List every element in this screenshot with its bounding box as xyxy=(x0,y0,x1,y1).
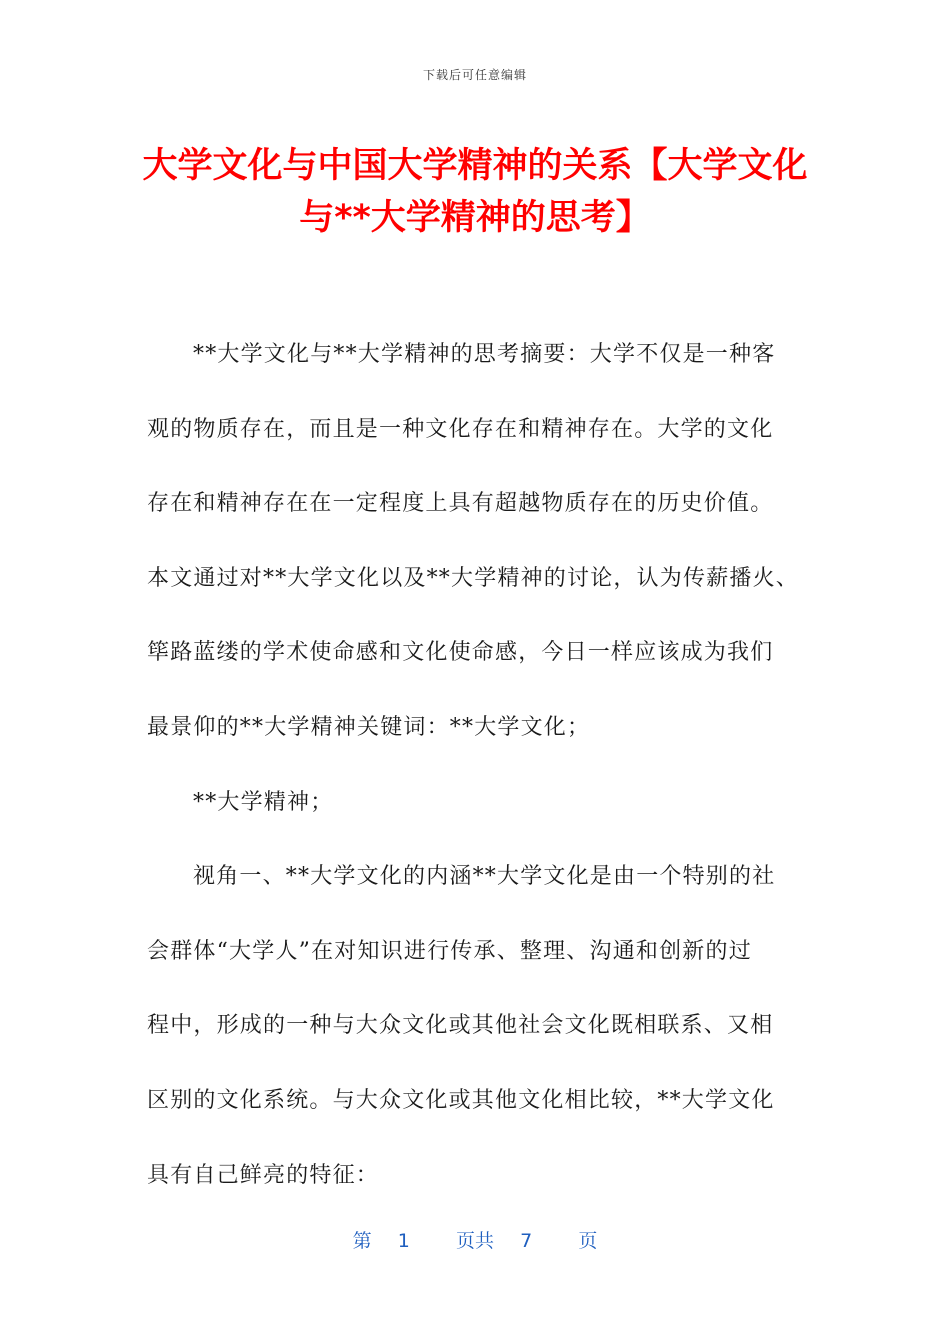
text-line: 程中，形成的一种与大众文化或其他社会文化既相联系、又相 xyxy=(147,1013,774,1039)
text-line: **大学精神； xyxy=(193,789,334,815)
text-line: 存在和精神存在在一定程度上具有超越物质存在的历史价值。 xyxy=(147,491,774,517)
footer-current-page: 1 xyxy=(397,1230,410,1252)
footer-total-pages: 7 xyxy=(520,1230,533,1252)
footer-label-end: 页 xyxy=(578,1230,598,1252)
footer-label-page: 第 xyxy=(352,1230,372,1252)
text-line: 本文通过对**大学文化以及**大学精神的讨论，认为传薪播火、 xyxy=(147,565,800,591)
text-line: 最景仰的**大学精神关键词：**大学文化； xyxy=(147,714,591,740)
document-title xyxy=(100,140,850,244)
text-line: **大学文化与**大学精神的思考摘要：大学不仅是一种客 xyxy=(193,342,776,367)
text-line: 筚路蓝缕的学术使命感和文化使命感，今日一样应该成为我们 xyxy=(147,640,774,666)
text-line: 视角一、**大学文化的内涵**大学文化是由一个特别的社 xyxy=(193,864,776,890)
paragraph-keywords xyxy=(147,766,813,841)
text-line: 会群体“大学人”在对知识进行传承、整理、沟通和创新的过 xyxy=(147,938,752,964)
text-line: 具有自己鲜亮的特征： xyxy=(147,1162,380,1188)
document-body xyxy=(147,318,813,1213)
paragraph-abstract xyxy=(147,318,813,766)
header-note: 下载后可任意编辑 xyxy=(422,68,527,82)
text-line: 区别的文化系统。与大众文化或其他文化相比较，**大学文化 xyxy=(147,1087,775,1113)
title-line-2: 与**大学精神的思考】 xyxy=(299,198,651,238)
title-line-1: 大学文化与中国大学精神的关系【大学文化 xyxy=(142,146,808,186)
text-line: 观的物质存在，而且是一种文化存在和精神存在。大学的文化 xyxy=(147,416,774,442)
footer-label-of: 页共 xyxy=(455,1230,494,1252)
page-footer xyxy=(0,1226,950,1253)
paragraph-perspective-one xyxy=(147,840,813,1213)
